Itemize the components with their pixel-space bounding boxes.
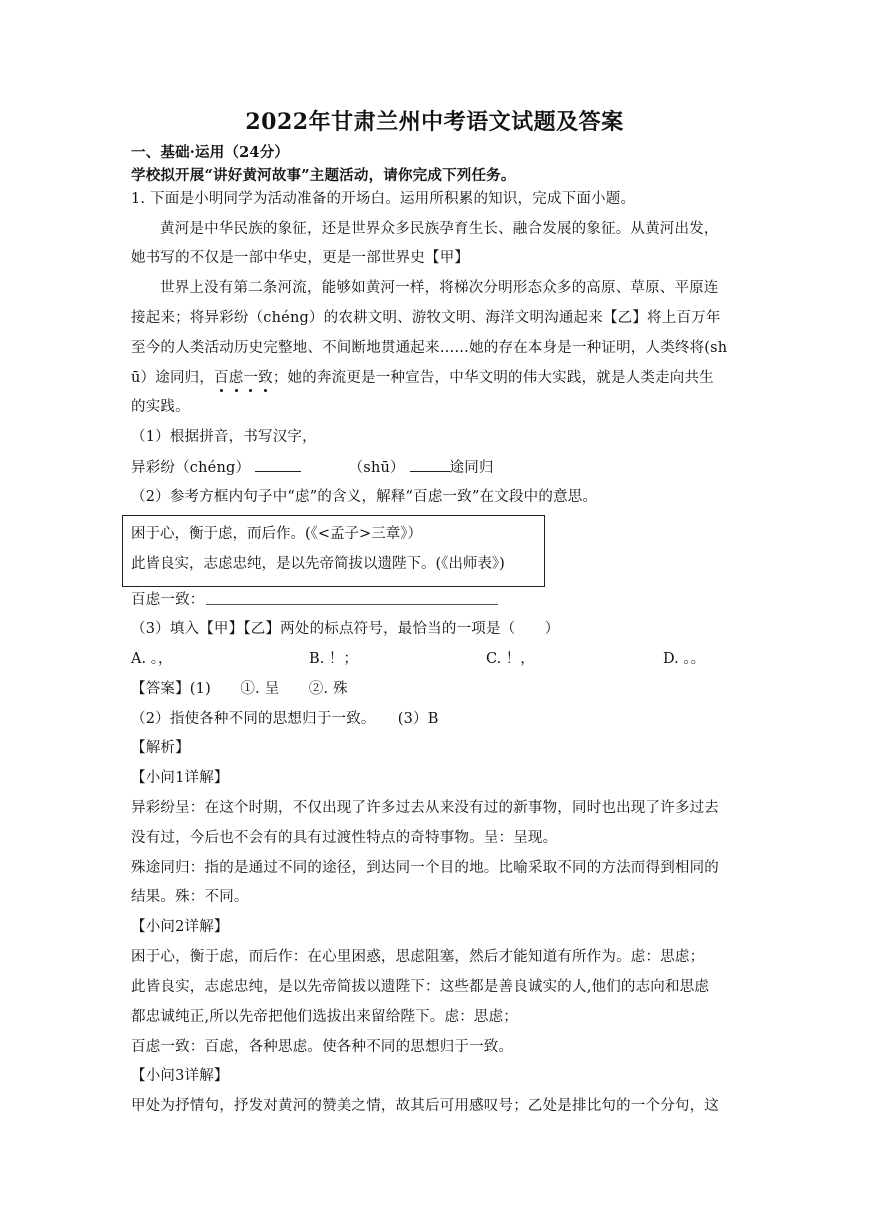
subquestion-2-prompt: （2）参考方框内句子中“虑”的含义，解释“百虑一致”在文段中的意思。 bbox=[131, 489, 598, 505]
answer-blank-a[interactable] bbox=[255, 457, 301, 472]
analysis-sub3-heading: 【小问3详解】 bbox=[131, 1068, 229, 1084]
analysis-sub2-line: 都忠诚纯正,所以先帝把他们选拔出来留给陛下。虑：思虑； bbox=[131, 1009, 519, 1025]
passage-para2-line5: 的实践。 bbox=[131, 399, 190, 415]
section-heading: 一、基础·运用（24分） bbox=[131, 144, 290, 161]
blank-a-label: 异彩纷（chéng） bbox=[131, 460, 251, 476]
passage-para1-line1: 黄河是中华民族的象征，还是世界众多民族孕育生长、融合发展的象征。从黄河出发， bbox=[160, 221, 719, 237]
analysis-sub1-heading: 【小问1详解】 bbox=[131, 770, 229, 786]
answer-line[interactable] bbox=[206, 604, 498, 605]
answer-line-2: （2）指使各种不同的思想归于一致。 (3）B bbox=[131, 711, 439, 727]
analysis-sub3-line: 甲处为抒情句，抒发对黄河的赞美之情，故其后可用感叹号；乙处是排比句的一个分句，这 bbox=[131, 1098, 719, 1114]
emphasis-dot-char: 致 bbox=[258, 370, 273, 386]
passage-para2-line4 bbox=[131, 368, 714, 388]
analysis-sub1-line: 异彩纷呈：在这个时期，不仅出现了许多过去从来没有过的新事物，同时也出现了许多过去 bbox=[131, 800, 719, 816]
subquestion-3-prompt: （3）填入【甲】【乙】两处的标点符号，最恰当的一项是（ ） bbox=[131, 621, 560, 637]
analysis-sub2-line: 此皆良实，志虑忠纯，是以先帝简拔以遗陛下：这些都是善良诚实的人,他们的志向和思虑 bbox=[131, 979, 710, 995]
reference-sentence-2: 此皆良实，志虑忠纯，是以先帝简拔以遗陛下。(《出师表》) bbox=[131, 556, 505, 572]
answer-line-1: 【答案】(1) ①. 呈 ②. 殊 bbox=[131, 681, 348, 697]
emphasized-phrase bbox=[214, 370, 273, 386]
blank-b-suffix: 途同归 bbox=[449, 460, 494, 476]
option-b[interactable]: B. ！； bbox=[309, 651, 358, 667]
passage-para2-line1: 世界上没有第二条河流，能够如黄河一样，将梯次分明形态众多的高原、草原、平原连 bbox=[160, 280, 719, 296]
activity-intro: 学校拟开展“讲好黄河故事”主题活动，请你完成下列任务。 bbox=[131, 167, 516, 184]
passage-text: ū）途同归， bbox=[131, 370, 215, 386]
document-title: 2022年甘肃兰州中考语文试题及答案 bbox=[245, 109, 624, 135]
analysis-sub2-line: 困于心，衡于虑，而后作：在心里困惑，思虑阻塞，然后才能知道有所作为。虑：思虑； bbox=[131, 949, 705, 965]
emphasis-dot-char: 一 bbox=[243, 370, 259, 386]
analysis-sub1-line: 结果。殊：不同。 bbox=[131, 889, 249, 905]
reference-sentence-1: 困于心，衡于虑，而后作。(《<孟子>三章》） bbox=[131, 526, 422, 542]
analysis-heading: 【解析】 bbox=[131, 740, 190, 756]
passage-para2-line3: 至今的人类活动历史完整地、不间断地贯通起来……她的存在本身是一种证明，人类终将(sh bbox=[131, 340, 728, 356]
option-a[interactable]: A. 。， bbox=[131, 651, 173, 667]
reference-box bbox=[122, 515, 545, 587]
passage-para1-line2: 她书写的不仅是一部中华史，更是一部世界史【甲】 bbox=[131, 250, 470, 266]
option-c[interactable]: C. ！， bbox=[486, 651, 535, 667]
blank-b-label: （shū） bbox=[348, 460, 405, 476]
subquestion-1-prompt: （1）根据拼音，书写汉字， bbox=[131, 429, 317, 445]
emphasis-dot-char: 百 bbox=[214, 370, 229, 386]
passage-para2-line2: 接起来；将异彩纷（chéng）的农耕文明、游牧文明、海洋文明沟通起来【乙】将上百万年 bbox=[131, 310, 721, 326]
passage-text: ；她的奔流更是一种宣告，中华文明的伟大实践，就是人类走向共生 bbox=[272, 370, 714, 386]
emphasis-dot-char: 虑 bbox=[228, 370, 244, 386]
analysis-sub1-line: 没有过，今后也不会有的具有过渡性特点的奇特事物。呈：呈现。 bbox=[131, 830, 558, 846]
analysis-sub2-heading: 【小问2详解】 bbox=[131, 919, 229, 935]
option-d[interactable]: D. 。。 bbox=[663, 651, 706, 667]
analysis-sub2-line: 百虑一致：百虑，各种思虑。使各种不同的思想归于一致。 bbox=[131, 1039, 514, 1055]
answer-label: 百虑一致： bbox=[131, 592, 205, 608]
analysis-sub1-line: 殊途同归：指的是通过不同的途径，到达同一个目的地。比喻采取不同的方法而得到相同的 bbox=[131, 860, 719, 876]
subquestion-1-blanks bbox=[131, 457, 494, 478]
answer-blank-b[interactable] bbox=[410, 457, 450, 472]
question-1-stem: 1. 下面是小明同学为活动准备的开场白。运用所积累的知识，完成下面小题。 bbox=[131, 191, 636, 207]
